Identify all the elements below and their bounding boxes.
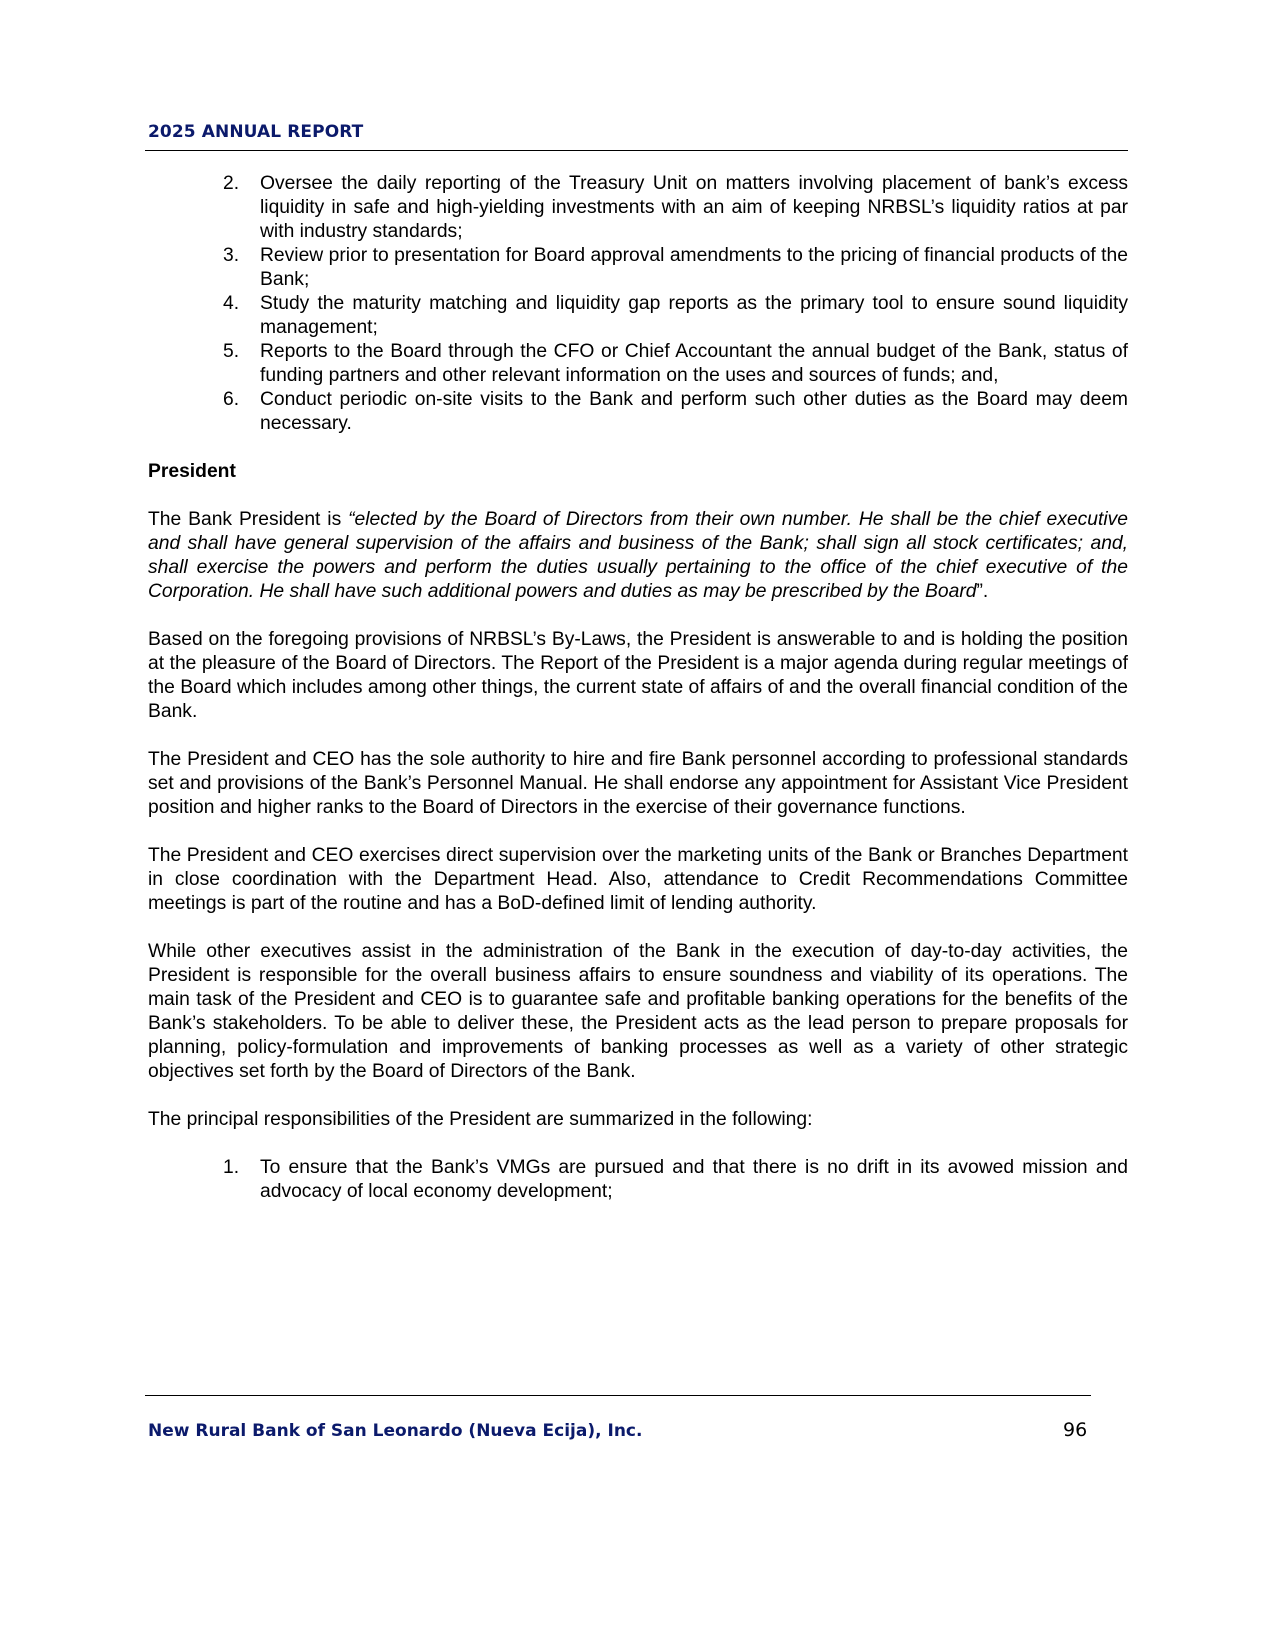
list-item — [148, 1156, 1128, 1204]
list-item — [148, 388, 1128, 436]
president-intro-prefix: The Bank President is — [148, 509, 349, 530]
list-item — [148, 292, 1128, 340]
list-item-number: 4. — [223, 293, 240, 314]
body-paragraph: While other executives assist in the administration of the Bank in the execution of day-to-day activities, the President is responsible for the overall business affairs to ensure soundness and viability of its operations. The main task of the President and CEO is to guarantee safe and profitable banking operations for the benefits of the Bank’s stakeholders. To be able to deliver these, the President acts as the lead person to prepare proposals for planning, policy-formulation and improvements of banking processes as well as a variety of other strategic objectives set forth by the Board of Directors of the Bank. — [148, 941, 1128, 1082]
list-item-number: 2. — [223, 173, 240, 194]
list-item-text: Conduct periodic on-site visits to the Bank and perform such other duties as the Board may deem necessary. — [260, 389, 1128, 434]
list-item-number: 1. — [223, 1157, 240, 1178]
list-item — [148, 244, 1128, 292]
list-item-text: Reports to the Board through the CFO or Chief Accountant the annual budget of the Bank, status of funding partners and other relevant information on the uses and sources of funds; and, — [260, 341, 1128, 386]
list-item — [148, 172, 1128, 244]
list-item — [148, 340, 1128, 388]
president-responsibilities-list — [148, 1156, 1128, 1204]
treasury-duties-list — [148, 172, 1128, 436]
body-paragraph: The President and CEO exercises direct supervision over the marketing units of the Bank or Branches Department in close coordination with the Department Head. Also, attendance to Credit Recommendations Committee meetings is part of the routine and has a BoD-defined limit of lending authority. — [148, 845, 1128, 914]
list-item-text: Oversee the daily reporting of the Treasury Unit on matters involving placement of bank’s excess liquidity in safe and high-yielding investments with an aim of keeping NRBSL’s liquidity ratios at par with industry standards; — [260, 173, 1128, 242]
report-header-title: 2025 ANNUAL REPORT — [148, 122, 364, 142]
list-item-text: To ensure that the Bank’s VMGs are pursued and that there is no drift in its avowed mission and advocacy of local economy development; — [260, 1157, 1128, 1202]
list-item-text: Study the maturity matching and liquidity gap reports as the primary tool to ensure sound liquidity management; — [260, 293, 1128, 338]
page-number: 96 — [1063, 1419, 1088, 1441]
body-paragraph: The principal responsibilities of the President are summarized in the following: — [148, 1109, 813, 1130]
section-heading-president: President — [148, 461, 236, 482]
president-intro-suffix: ”. — [976, 581, 989, 602]
page-body — [148, 172, 1128, 1204]
footer-divider — [145, 1395, 1091, 1396]
list-item-number: 6. — [223, 389, 240, 410]
list-item-text: Review prior to presentation for Board approval amendments to the pricing of financial products of the Bank; — [260, 245, 1128, 290]
president-intro-paragraph — [148, 508, 1128, 604]
bylaws-quote: “elected by the Board of Directors from their own number. He shall be the chief executive and shall have general supervision of the affairs and business of the Bank; shall sign all stock certificates; and, shall exercise the powers and perform the duties usually pertaining to the office of the chief executive of the Corporation. He shall have such additional powers and duties as may be prescribed by the Board — [148, 509, 1128, 602]
footer-bank-name: New Rural Bank of San Leonardo (Nueva Ecija), Inc. — [148, 1421, 643, 1441]
body-paragraph: Based on the foregoing provisions of NRBSL’s By-Laws, the President is answerable to and is holding the position at the pleasure of the Board of Directors. The Report of the President is a major agenda during regular meetings of the Board which includes among other things, the current state of affairs of and the overall financial condition of the Bank. — [148, 629, 1128, 722]
header-divider — [145, 150, 1128, 151]
body-paragraph: The President and CEO has the sole authority to hire and fire Bank personnel according to professional standards set and provisions of the Bank’s Personnel Manual. He shall endorse any appointment for Assistant Vice President position and higher ranks to the Board of Directors in the exercise of their governance functions. — [148, 749, 1128, 818]
list-item-number: 3. — [223, 245, 240, 266]
list-item-number: 5. — [223, 341, 240, 362]
